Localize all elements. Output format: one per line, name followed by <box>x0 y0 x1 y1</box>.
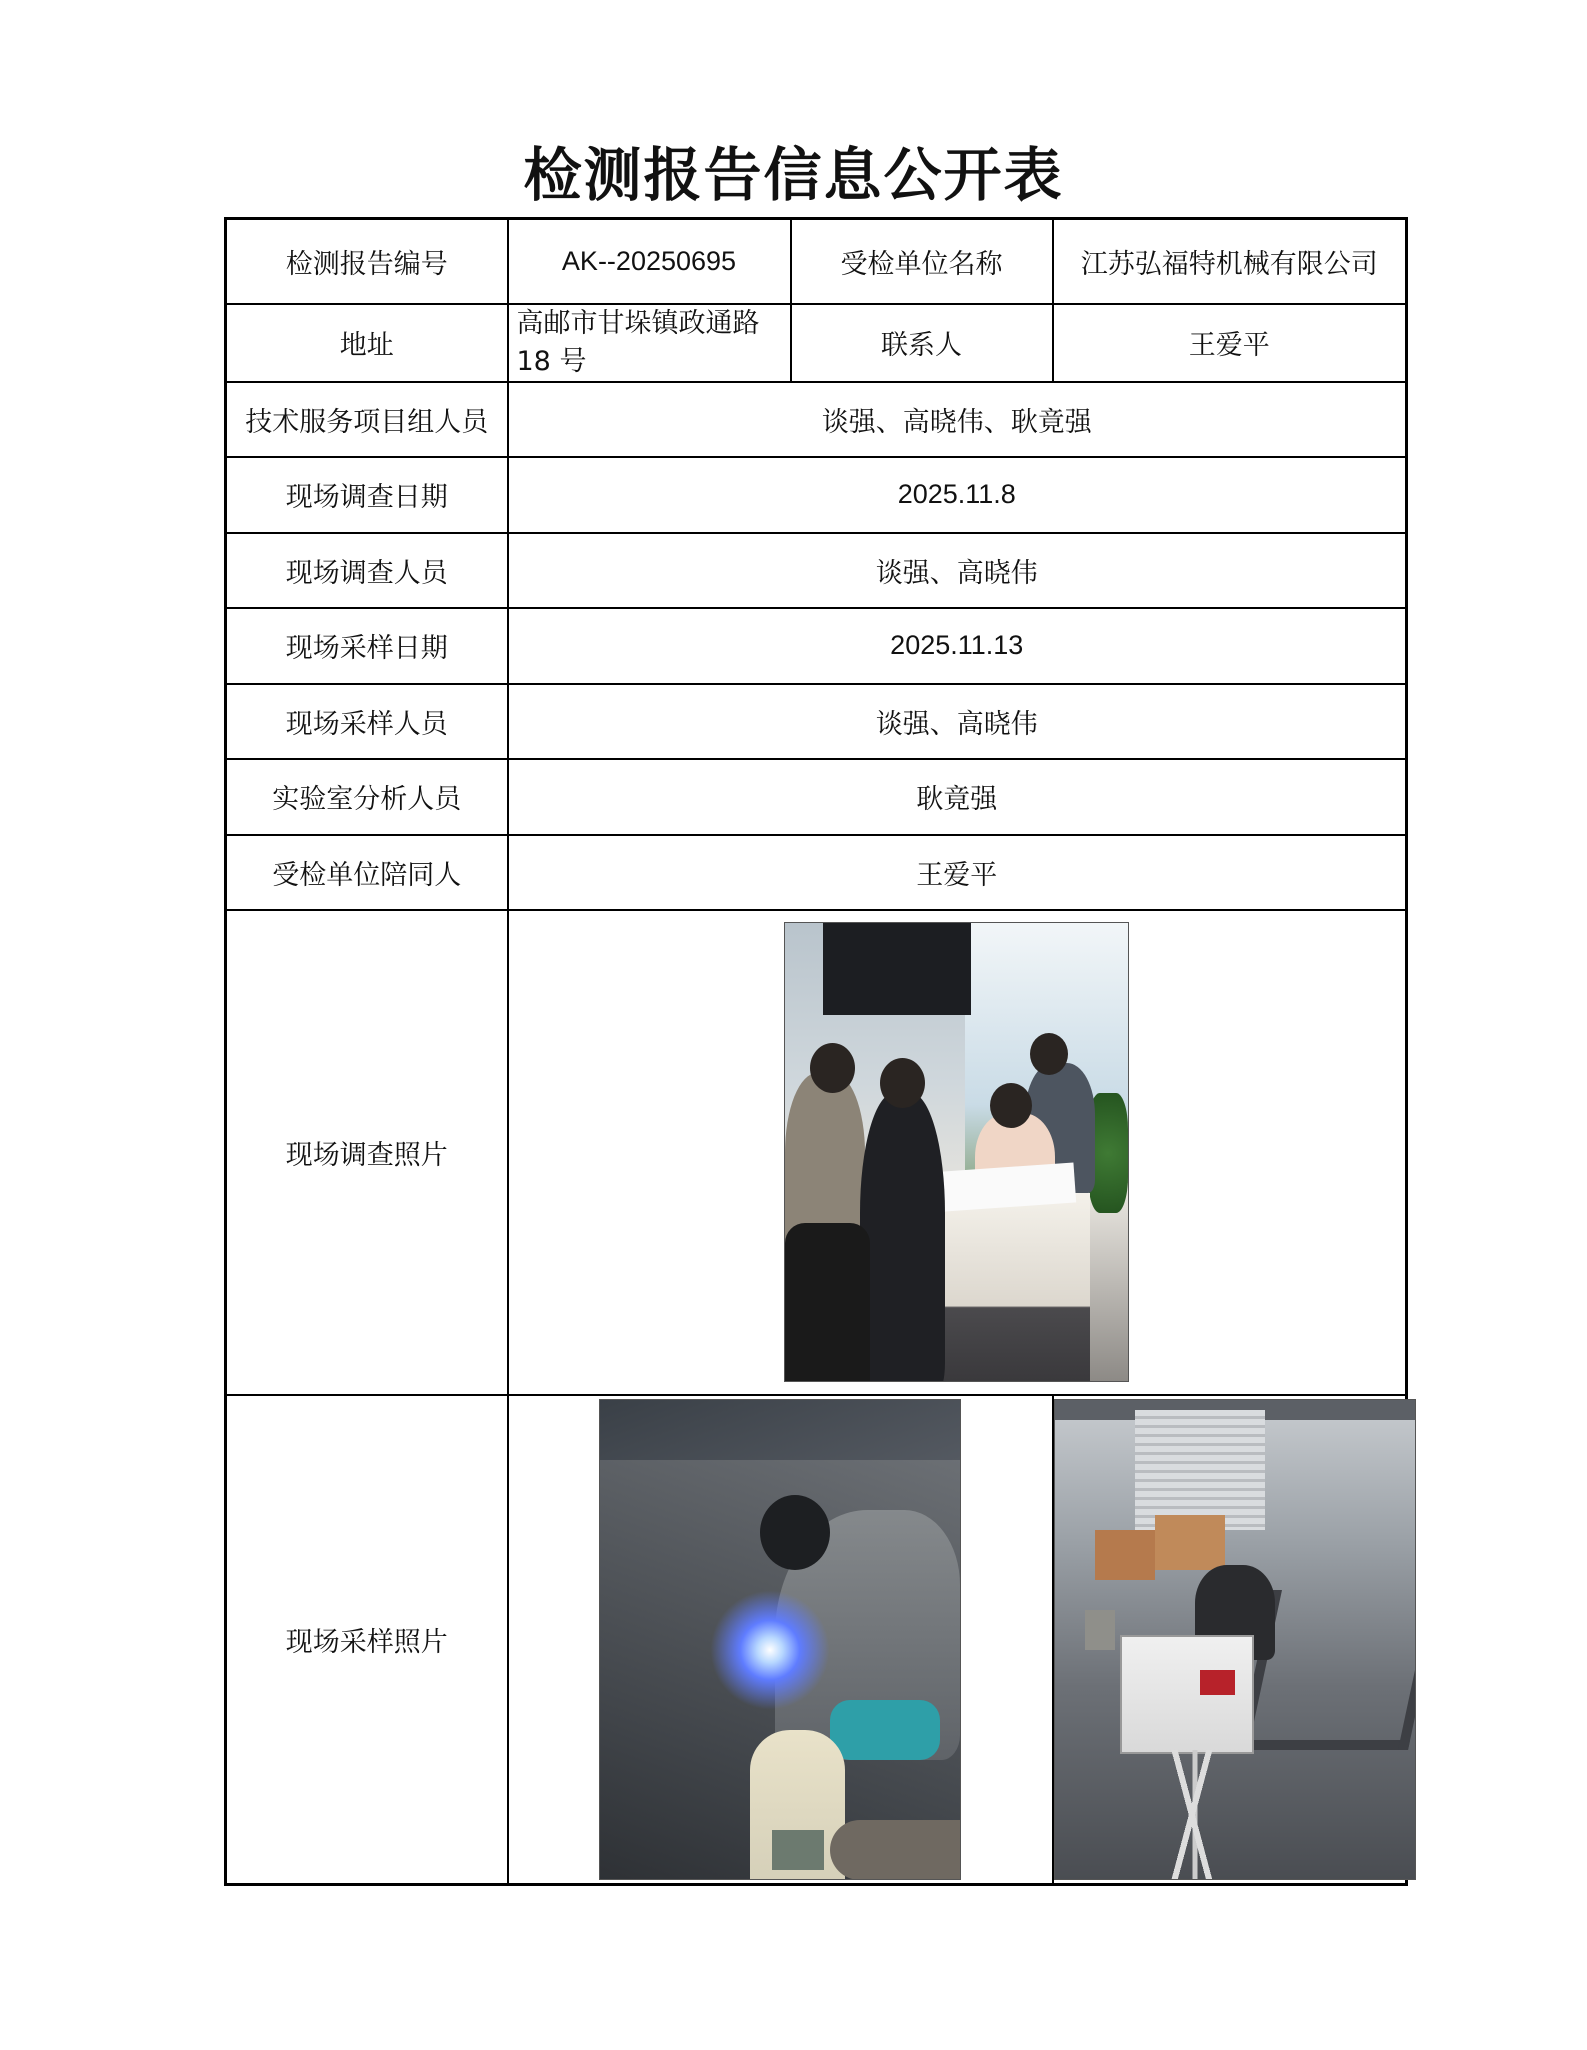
photo-device-display <box>1200 1670 1235 1695</box>
table-row <box>226 759 1407 835</box>
sampling-photo-welding <box>599 1399 961 1880</box>
sampling-date-label: 现场采样日期 <box>226 608 508 684</box>
survey-photo <box>784 922 1129 1382</box>
report-no-value: AK--20250695 <box>508 219 791 304</box>
table-row <box>226 608 1407 684</box>
survey-date-label: 现场调查日期 <box>226 457 508 533</box>
escort-value: 王爱平 <box>508 835 1407 910</box>
sampling-staff-value: 谈强、高晓伟 <box>508 684 1407 759</box>
team-label: 技术服务项目组人员 <box>226 382 508 457</box>
photo-welder-pants <box>830 1700 940 1760</box>
sampling-date-value: 2025.11.13 <box>508 608 1407 684</box>
photo-crate <box>1095 1530 1155 1580</box>
sampling-photo-workshop <box>1054 1399 1416 1880</box>
table-row <box>226 382 1407 457</box>
sampling-photo-label: 现场采样照片 <box>226 1395 508 1885</box>
table-row <box>226 684 1407 759</box>
survey-staff-label: 现场调查人员 <box>226 533 508 608</box>
photo-crate <box>1155 1515 1225 1570</box>
survey-photo-label: 现场调查照片 <box>226 910 508 1395</box>
survey-staff-value: 谈强、高晓伟 <box>508 533 1407 608</box>
survey-photo-cell <box>508 910 1407 1395</box>
contact-label: 联系人 <box>791 304 1053 382</box>
lab-analyst-value: 耿竟强 <box>508 759 1407 835</box>
photo-head <box>810 1043 855 1093</box>
survey-date-value: 2025.11.8 <box>508 457 1407 533</box>
table-row <box>226 1395 1407 1885</box>
sampling-staff-label: 现场采样人员 <box>226 684 508 759</box>
unit-name-label: 受检单位名称 <box>791 219 1053 304</box>
photo-head <box>1030 1033 1068 1075</box>
photo-tv <box>823 923 971 1015</box>
table-row <box>226 219 1407 304</box>
photo-hand <box>830 1820 960 1880</box>
photo-chair <box>785 1223 870 1381</box>
photo-head <box>880 1058 925 1108</box>
table-row <box>226 457 1407 533</box>
table-row <box>226 835 1407 910</box>
photo-tripod <box>1150 1750 1240 1880</box>
escort-label: 受检单位陪同人 <box>226 835 508 910</box>
photo-rolling-door <box>1135 1410 1265 1530</box>
sampling-photo-cell-left <box>508 1395 1053 1885</box>
unit-name-value: 江苏弘福特机械有限公司 <box>1053 219 1407 304</box>
table-row <box>226 910 1407 1395</box>
report-table <box>224 217 1408 1886</box>
photo-welding-spark <box>710 1590 830 1710</box>
address-value: 高邮市甘垛镇政通路18 号 <box>508 304 791 382</box>
page-title: 检测报告信息公开表 <box>523 141 1064 209</box>
photo-meter-screen <box>772 1830 824 1870</box>
report-no-label: 检测报告编号 <box>226 219 508 304</box>
contact-value: 王爱平 <box>1053 304 1407 382</box>
photo-person <box>860 1093 945 1382</box>
table-row <box>226 533 1407 608</box>
team-value: 谈强、高晓伟、耿竟强 <box>508 382 1407 457</box>
photo-bucket <box>1085 1610 1115 1650</box>
table-row <box>226 304 1407 382</box>
sampling-photo-cell-right <box>1053 1395 1407 1885</box>
address-label: 地址 <box>226 304 508 382</box>
photo-head <box>990 1083 1032 1128</box>
lab-analyst-label: 实验室分析人员 <box>226 759 508 835</box>
photo-welding-helmet <box>760 1495 830 1570</box>
